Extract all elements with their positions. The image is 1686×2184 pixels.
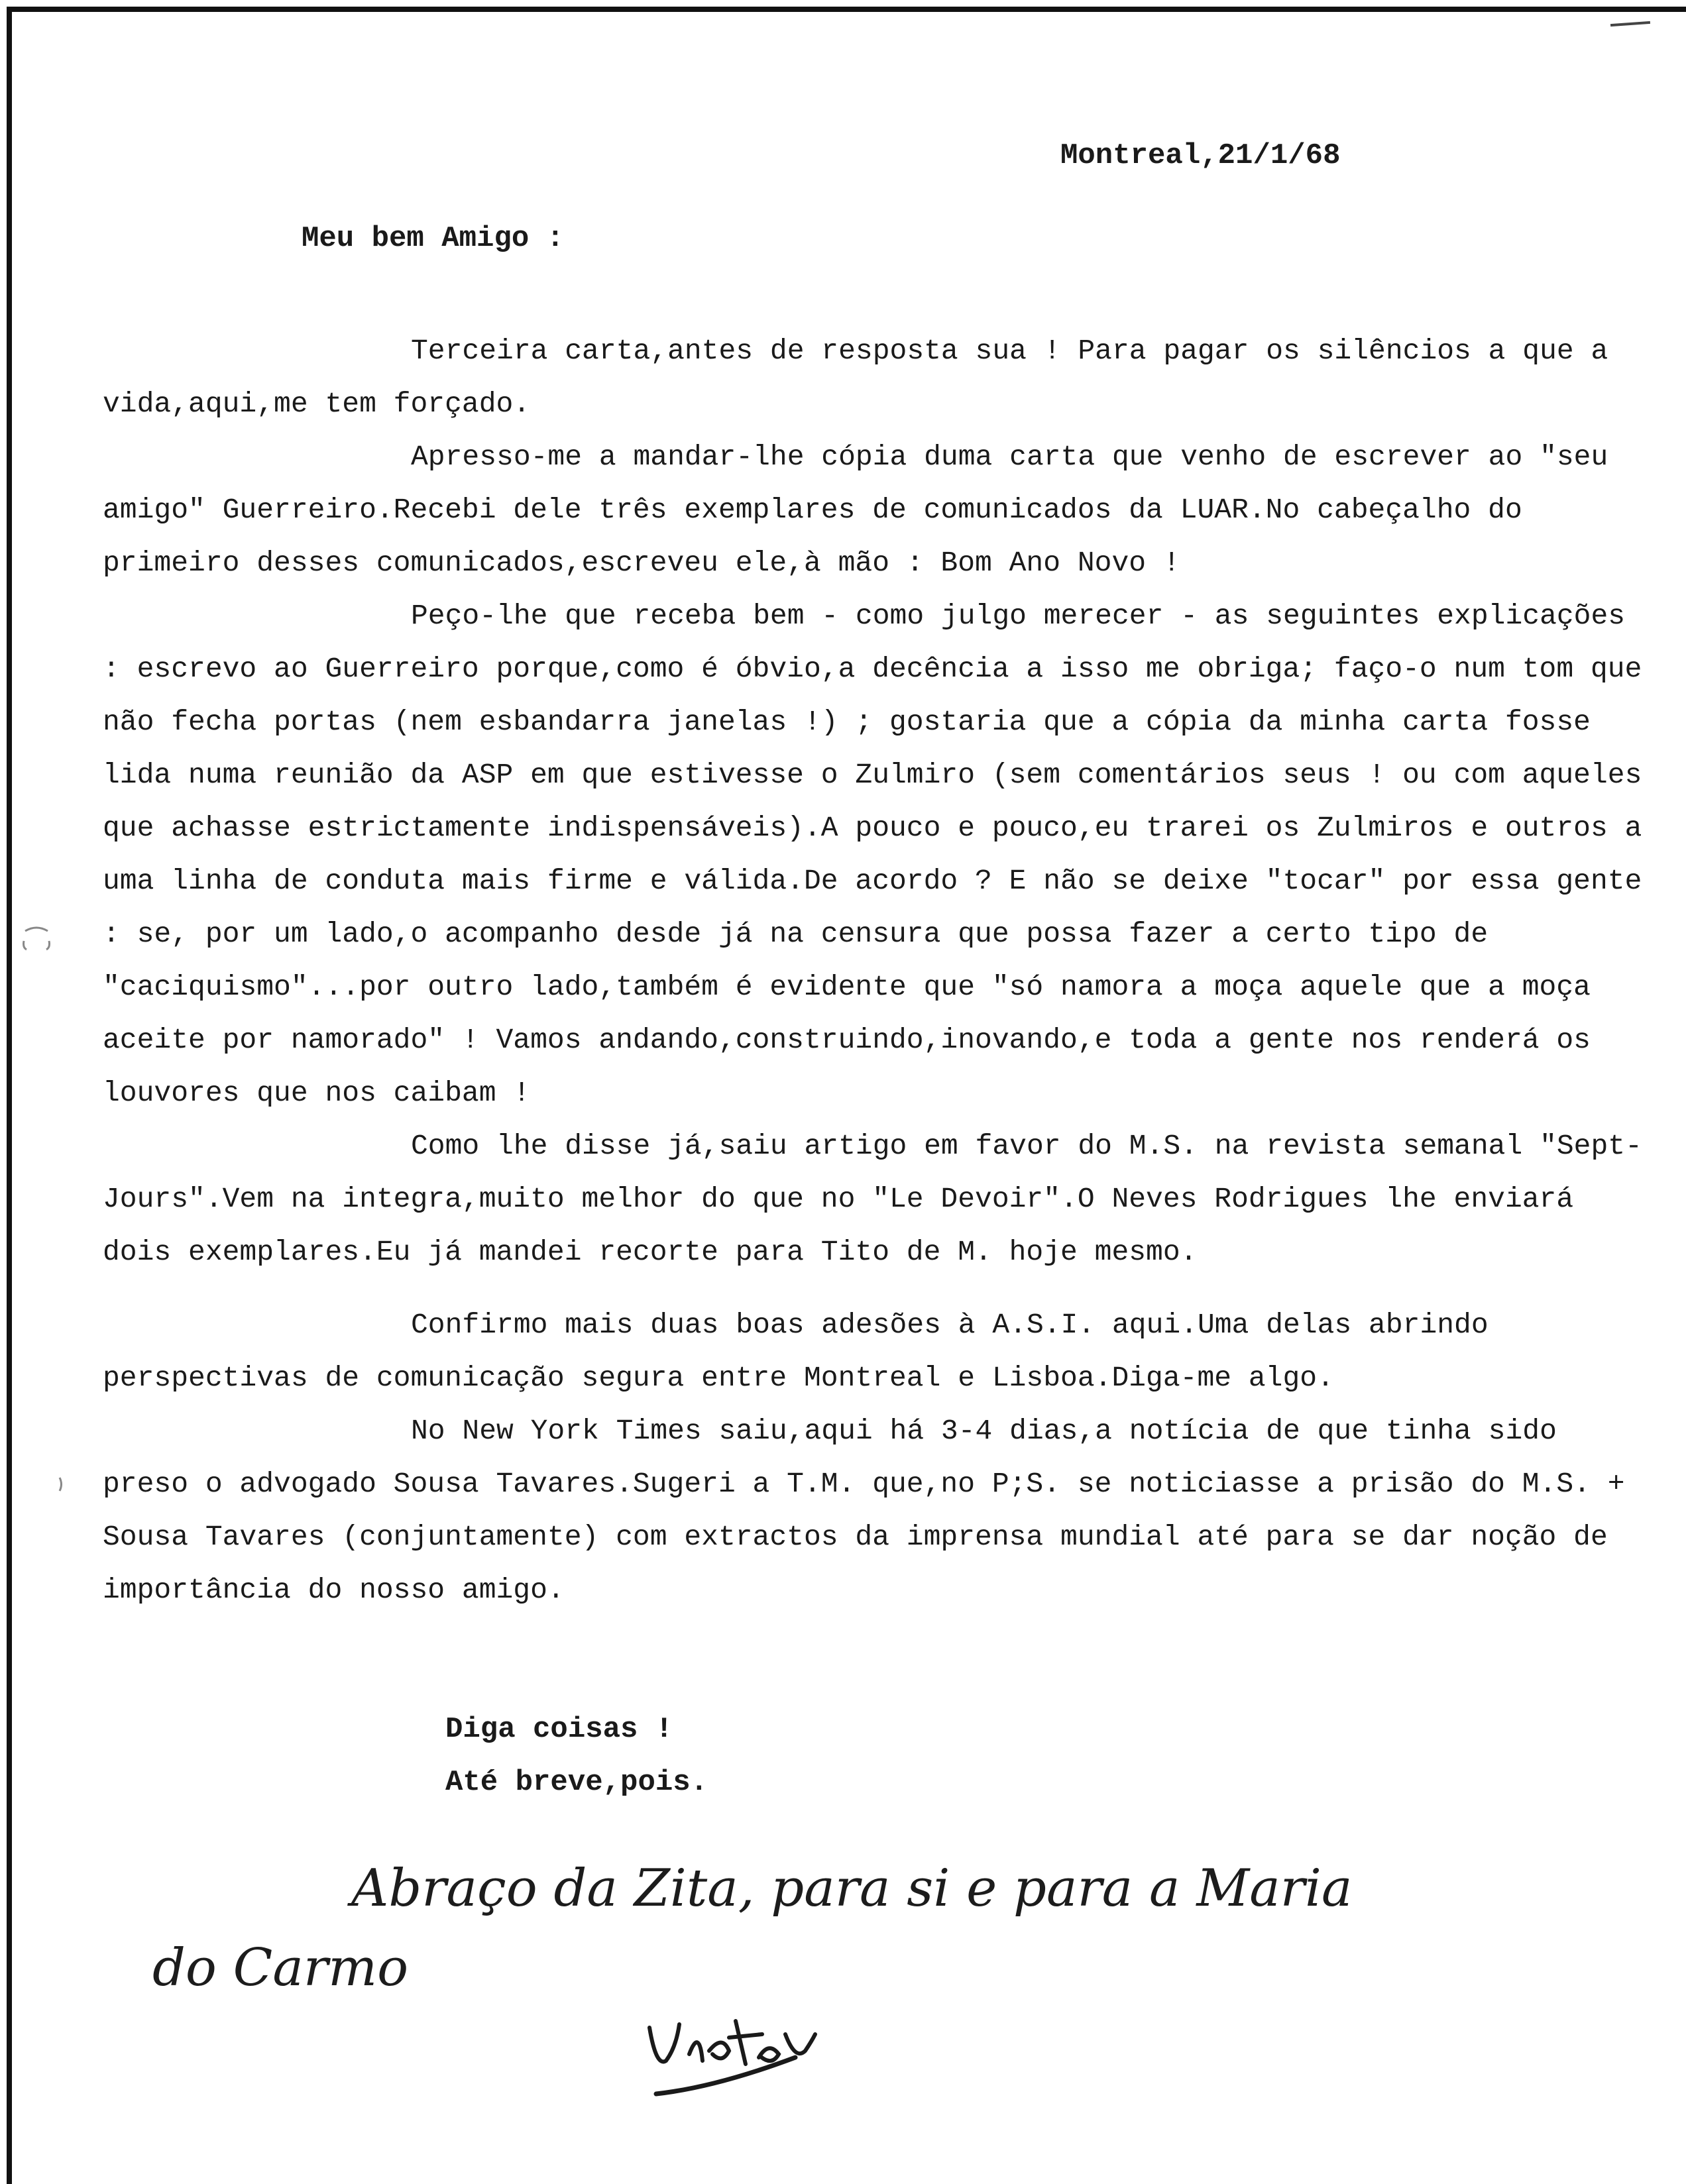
paragraph-5: Confirmo mais duas boas adesões à A.S.I. aqui.Uma delas abrindo perspectivas de comunicação segura entre Montreal e Lisboa.Diga-me algo. xyxy=(103,1309,1489,1394)
margin-hole-mark xyxy=(33,1471,66,1498)
closing-line-2: Até breve,pois. xyxy=(445,1766,708,1799)
handwritten-line-1: Abraço da Zita, para si e para a Maria xyxy=(351,1859,1353,1918)
letter-salutation: Meu bem Amigo : xyxy=(302,222,565,255)
handwritten-note xyxy=(152,1849,1610,2008)
paragraph-6: No New York Times saiu,aqui há 3-4 dias,a notícia de que tinha sido preso o advogado Sousa Tavares.Sugeri a T.M. que,no P;S. se noticiasse a prisão do M.S. + Sousa Tavares (conjuntamente) com extractos da imprensa mundial até para se dar noção de importância do nosso amigo. xyxy=(103,1415,1625,1606)
paragraph-2: Apresso-me a mandar-lhe cópia duma carta que venho de escrever ao "seu amigo" Guerreiro.Recebi dele três exemplares de comunicados da LUAR.No cabeçalho do primeiro desses comunicados,escreveu ele,à mão : Bom Ano Novo ! xyxy=(103,441,1608,579)
letter-date: Montreal,21/1/68 xyxy=(1060,139,1341,172)
corner-pen-mark xyxy=(1610,21,1650,27)
paragraph-3: Peço-lhe que receba bem - como julgo merecer - as seguintes explicações : escrevo ao Guerreiro porque,como é óbvio,a decência a isso me obriga; faço-o num tom que não fecha portas (nem esbandarra janelas !) ; gostaria que a cópia da minha carta fosse lida numa reunião da ASP em que estivesse o Zulmiro (sem comentários seus ! ou com aqueles que achasse estrictamente indispensáveis).A pouco e pouco,eu trarei os Zulmiros e outros a uma linha de conduta mais firme e válida.De acordo ? E não se deixe "tocar" por essa gente : se, por um lado,o acompanho desde já na censura que possa fazer a certo tipo de "caciquismo"...por outro lado,também é evidente que "só namora a moça aquele que a moça aceite por namorado" ! Vamos andando,construindo,inovando,e toda a gente nos renderá os louvores que nos caibam ! xyxy=(103,600,1642,1109)
handwritten-line-2: do Carmo xyxy=(152,1938,409,1998)
page-border-left xyxy=(7,7,12,2184)
paragraph-4: Como lhe disse já,saiu artigo em favor do M.S. na revista semanal "Sept-Jours".Vem na integra,muito melhor do que no "Le Devoir".O Neves Rodrigues lhe enviará dois exemplares.Eu já mandei recorte para Tito de M. hoje mesmo. xyxy=(103,1130,1642,1268)
closing-line-1: Diga coisas ! xyxy=(445,1713,673,1746)
page-border-top xyxy=(7,7,1686,12)
paragraph-1: Terceira carta,antes de resposta sua ! Para pagar os silêncios a que a vida,aqui,me tem forçado. xyxy=(103,335,1608,420)
letter-closing xyxy=(445,1703,708,1809)
letter-body xyxy=(103,325,1654,1617)
signature xyxy=(636,1988,848,2120)
margin-hole-mark xyxy=(20,924,53,951)
